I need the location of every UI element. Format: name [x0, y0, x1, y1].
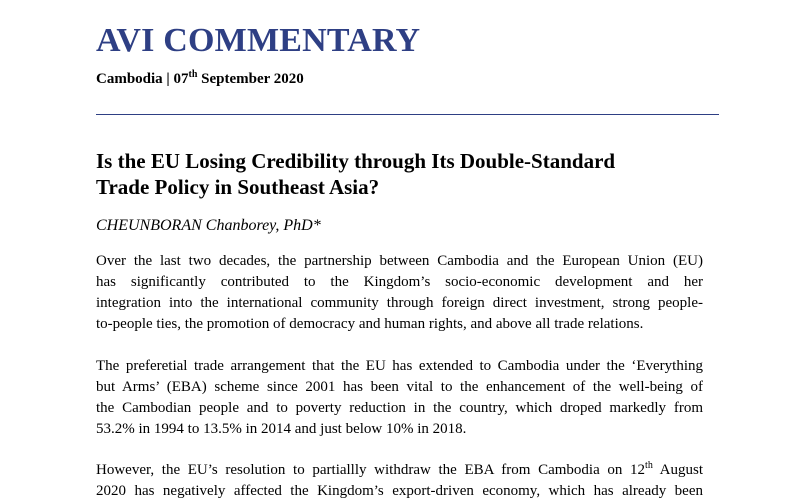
- paragraph-line: has significantly contributed to the Kingdom’s socio-economic development and her: [96, 274, 703, 290]
- header-divider: [96, 114, 719, 115]
- paragraph-line: 2020 has negatively affected the Kingdom’s export-driven economy, which has already been: [96, 483, 703, 499]
- article-title-line: Trade Policy in Southeast Asia?: [96, 175, 380, 199]
- paragraph-line: the Cambodian people and to poverty reduction in the country, which droped markedly from: [96, 400, 703, 416]
- paragraph-text: August: [652, 462, 703, 478]
- paragraph-line: but Arms’ (EBA) scheme since 2001 has been vital to the enhancement of the well-being of: [96, 379, 703, 395]
- article-title-line: Is the EU Losing Credibility through Its Double-Standard: [96, 149, 616, 173]
- meta-month-year: September 2020: [197, 71, 304, 87]
- paragraph-line: 53.2% in 1994 to 13.5% in 2014 and just below 10% in 2018.: [96, 421, 467, 437]
- article-author: CHEUNBORAN Chanborey, PhD*: [96, 217, 321, 234]
- paragraph-line: Over the last two decades, the partnership between Cambodia and the European Union (EU): [96, 253, 703, 269]
- meta-date-suffix: th: [188, 69, 198, 80]
- masthead-title: AVI COMMENTARY: [96, 22, 421, 59]
- paragraph-line: [96, 460, 703, 481]
- body-paragraph: [96, 251, 703, 335]
- meta-country-date: Cambodia | 07: [96, 71, 189, 87]
- paragraph-line: integration into the international community through foreign direct investment, strong people-: [96, 295, 703, 311]
- body-paragraph: [96, 356, 703, 440]
- date-suffix: th: [645, 460, 653, 471]
- paragraph-line: to-people ties, the promotion of democracy and human rights, and above all trade relations.: [96, 316, 644, 332]
- paragraph-line: The preferetial trade arrangement that the EU has extended to Cambodia under the ‘Everything: [96, 358, 703, 374]
- publication-meta: [96, 70, 304, 88]
- paragraph-text: However, the EU’s resolution to partiallly withdraw the EBA from Cambodia on 12: [96, 462, 646, 478]
- body-paragraph: [96, 460, 703, 502]
- article-title: [96, 148, 736, 200]
